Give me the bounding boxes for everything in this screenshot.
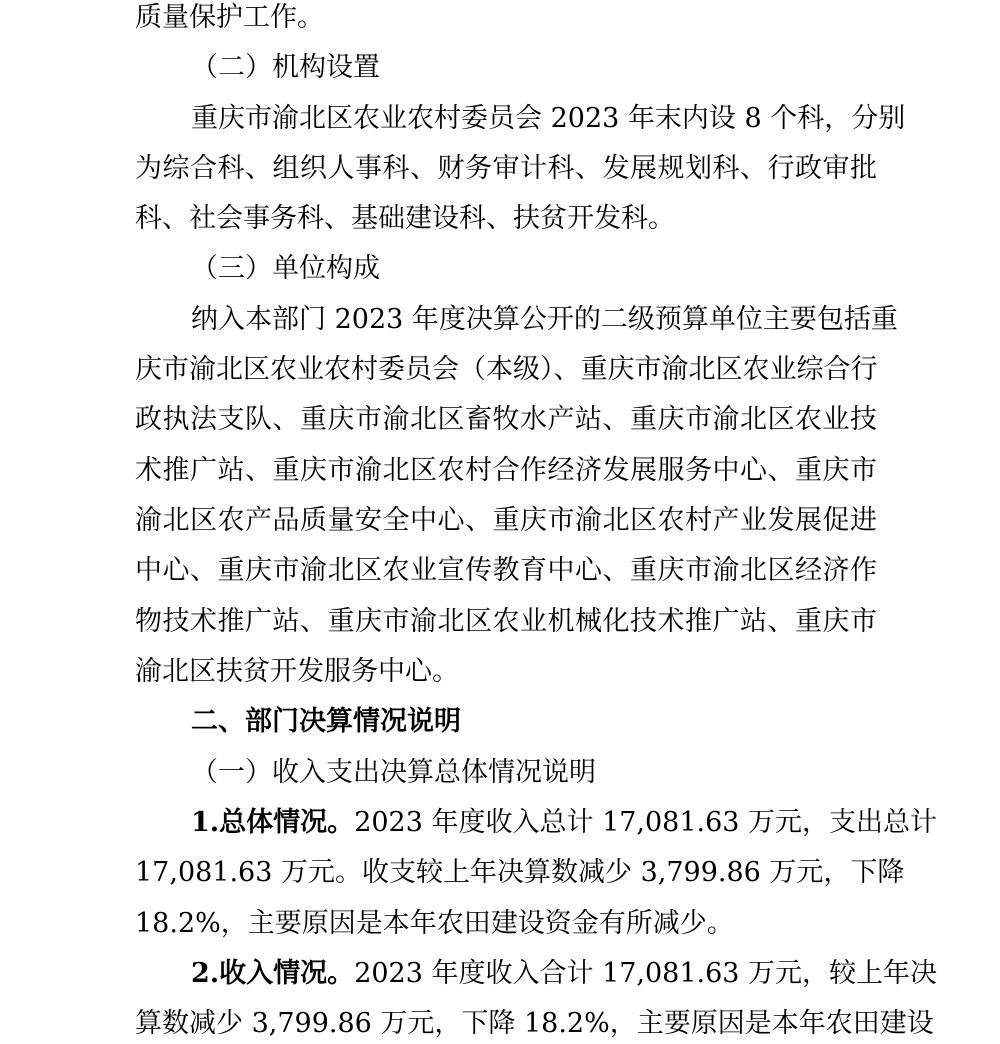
paragraph-line: 17,081.63 万元。收支较上年决算数减少 3,799.86 万元，下降 xyxy=(135,857,905,888)
item-lead: 1.总体情况。 xyxy=(191,807,355,838)
paragraph-line: 为综合科、组织人事科、财务审计科、发展规划科、行政审批 xyxy=(135,153,877,184)
paragraph-line: 纳入本部门 2023 年度决算公开的二级预算单位主要包括重 xyxy=(191,304,898,335)
paragraph-line xyxy=(191,803,938,843)
paragraph-line: 科、社会事务科、基础建设科、扶贫开发科。 xyxy=(135,203,675,234)
paragraph-line: 算数减少 3,799.86 万元，下降 18.2%，主要原因是本年农田建设 xyxy=(135,1008,934,1039)
paragraph-line xyxy=(191,954,938,994)
paragraph-line: 术推广站、重庆市渝北区农村合作经济发展服务中心、重庆市 xyxy=(135,455,877,486)
item-text: 2023 年度收入合计 17,081.63 万元，较上年决 xyxy=(354,958,938,989)
item-text: 2023 年度收入总计 17,081.63 万元，支出总计 xyxy=(354,807,938,838)
subsection-title: （一）收入支出决算总体情况说明 xyxy=(191,757,596,788)
paragraph-line: 重庆市渝北区农业农村委员会 2023 年末内设 8 个科，分别 xyxy=(191,103,906,134)
subsection-title: （二）机构设置 xyxy=(191,52,380,83)
paragraph-line: 政执法支队、重庆市渝北区畜牧水产站、重庆市渝北区农业技 xyxy=(135,404,877,435)
paragraph-line: 质量保护工作。 xyxy=(135,2,324,33)
paragraph-line: 中心、重庆市渝北区农业宣传教育中心、重庆市渝北区经济作 xyxy=(135,555,877,586)
paragraph-line: 渝北区农产品质量安全中心、重庆市渝北区农村产业发展促进 xyxy=(135,505,877,536)
paragraph-line: 渝北区扶贫开发服务中心。 xyxy=(135,656,459,687)
subsection-title: （三）单位构成 xyxy=(191,253,380,284)
paragraph-line: 物技术推广站、重庆市渝北区农业机械化技术推广站、重庆市 xyxy=(135,606,877,637)
paragraph-line: 庆市渝北区农业农村委员会（本级）、重庆市渝北区农业综合行 xyxy=(135,354,878,385)
item-lead: 2.收入情况。 xyxy=(191,958,355,989)
paragraph-line: 18.2%，主要原因是本年农田建设资金有所减少。 xyxy=(135,908,734,939)
section-title: 二、部门决算情况说明 xyxy=(191,706,461,737)
